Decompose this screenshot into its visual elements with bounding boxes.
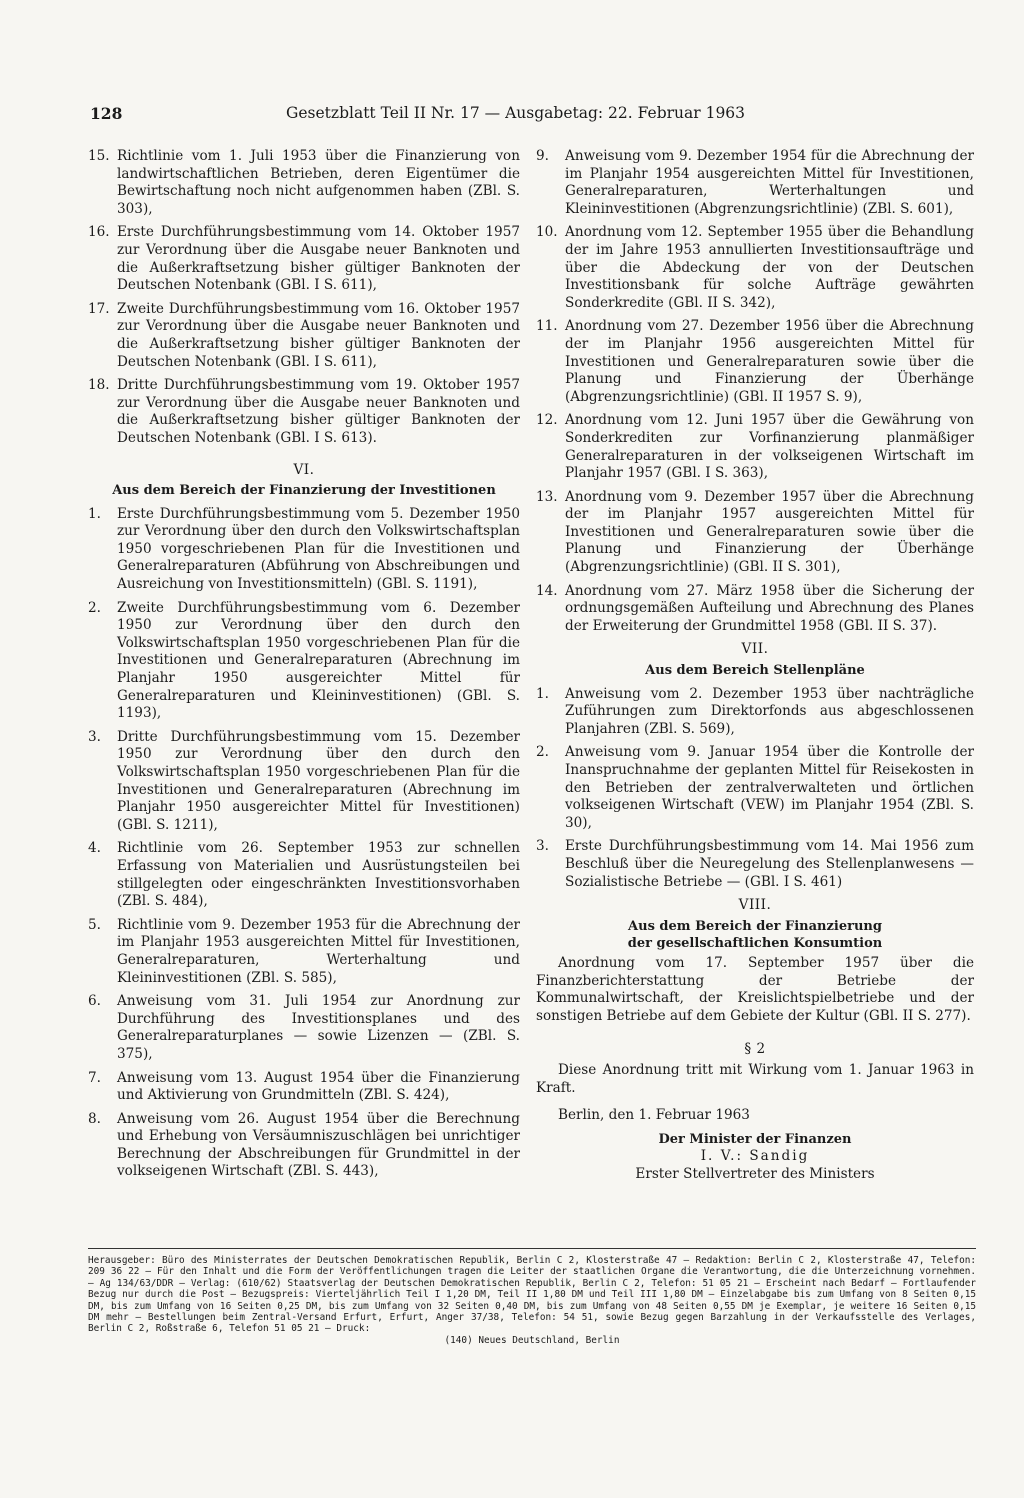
list-item: [88, 224, 520, 294]
list-item-number: 3.: [536, 838, 549, 855]
section-vi-title: Aus dem Bereich der Finanzierung der Investitionen: [112, 483, 496, 499]
list-item-text: Anweisung vom 31. Juli 1954 zur Anordnung zur Durchführung des Investitionsplanes und des Generalreparaturplanes — sowie Lizenzen — (ZBl. S. 375),: [117, 993, 520, 1062]
list-item-text: Erste Durchführungsbestimmung vom 14. Mai 1956 zum Beschluß über die Neuregelung des Stellenplanwesens — Sozialistische Betriebe — (GBl. I S. 461): [565, 838, 974, 890]
list-item-text: Dritte Durchführungsbestimmung vom 19. Oktober 1957 zur Verordnung über die Ausgabe neuer Banknoten und die Außerkraftsetzung bisher gültiger Banknoten der Deutschen Notenbank (GBl. I S. 613).: [117, 377, 520, 446]
page-header: [90, 104, 970, 128]
list-item-text: Richtlinie vom 26. September 1953 zur schnellen Erfassung von Materialien und Ausrüstungsteilen bei stillgelegten oder eingeschränkten Investitionsvorhaben (ZBl. S. 484),: [117, 840, 520, 910]
page-number: 128: [90, 104, 123, 123]
section-vii-number: VII.: [741, 641, 769, 658]
left-column: [88, 148, 520, 1187]
list-item-number: 18.: [88, 377, 110, 394]
list-item: [536, 686, 974, 739]
list-item-number: 5.: [88, 916, 101, 933]
signature-office: Der Minister der Finanzen: [658, 1131, 852, 1147]
list-item-text: Anordnung vom 12. Juni 1957 über die Gewährung von Sonderkrediten zur Vorfinanzierung planmäßiger Generalreparaturen in der volkseigenen Wirtschaft im Planjahr 1957 (GBl. I S. 363),: [565, 412, 974, 482]
signature-role: Erster Stellvertreter des Ministers: [635, 1165, 875, 1182]
list-item-number: 10.: [536, 224, 558, 241]
list-item-text: Anordnung vom 27. Dezember 1956 über die Abrechnung der im Planjahr 1956 ausgereichten Mittel für Investitionen und Generalreparaturen sowie über die Planung und Finanzierung der Überhänge (Abgrenzungsrichtlinie) (GBl. II 1957 S. 9),: [565, 318, 974, 405]
list-item-text: Erste Durchführungsbestimmung vom 14. Oktober 1957 zur Verordnung über die Ausgabe neuer Banknoten und die Außerkraftsetzung bisher gültiger Banknoten der Deutschen Notenbank (GBl. I S. 611),: [117, 224, 520, 294]
list-item-text: Anordnung vom 27. März 1958 über die Sicherung der ordnungsgemäßen Aufteilung und Abrechnung des Planes der Erweiterung der Grundmittel 1958 (GBl. II S. 37).: [565, 582, 974, 634]
list-item-text: Richtlinie vom 1. Juli 1953 über die Finanzierung von landwirtschaftlichen Betrieben, deren Eigentümer die Bewirtschaftung noch nicht aufgenommen haben (ZBl. S. 303),: [117, 148, 520, 217]
list-item-number: 13.: [536, 488, 558, 505]
section-vi-list: [88, 506, 520, 1181]
list-item-text: Dritte Durchführungsbestimmung vom 15. Dezember 1950 zur Verordnung über den durch den Volkswirtschaftsplan 1950 vorgeschriebenen Plan für die Investitionen und Generalreparaturen (Abrechnung im Planjahr 1950 ausgereichter Mittel für Investitionen) (GBl. S. 1211),: [117, 728, 520, 833]
list-item-number: 8.: [88, 1110, 101, 1127]
list-item: [88, 917, 520, 987]
section-vii-list: [536, 686, 974, 892]
list-item: [536, 744, 974, 832]
list-item: [88, 377, 520, 447]
list-item: [536, 412, 974, 482]
list-item: [536, 148, 974, 218]
list-item-number: 1.: [88, 505, 101, 522]
list-item-text: Zweite Durchführungsbestimmung vom 16. Oktober 1957 zur Verordnung über die Ausgabe neuer Banknoten und die Außerkraftsetzung bisher gültiger Banknoten der Deutschen Notenbank (GBl. I S. 611),: [117, 300, 520, 370]
list-item: [88, 1070, 520, 1105]
signature-name: I. V.: Sandig: [700, 1148, 810, 1165]
list-item: [88, 301, 520, 371]
list-item-number: 1.: [536, 685, 549, 702]
list-item: [88, 993, 520, 1063]
imprint-footer: [88, 1248, 976, 1346]
list-item-number: 16.: [88, 224, 110, 241]
list-item-text: Anweisung vom 26. August 1954 über die Berechnung und Erhebung von Versäumniszuschlägen bei unrichtiger Berechnung der Abschreibungen für Grundmittel in der volkseigenen Wirtschaft (ZBl. S. 443),: [117, 1110, 520, 1180]
list-item-number: 4.: [88, 840, 101, 857]
list-item-number: 14.: [536, 582, 558, 599]
list-item: [88, 506, 520, 594]
list-item-text: Anweisung vom 13. August 1954 über die Finanzierung und Aktivierung von Grundmitteln (ZBl. S. 424),: [117, 1069, 520, 1104]
list-item: [536, 583, 974, 636]
list-item: [88, 1111, 520, 1181]
list-item-number: 3.: [88, 728, 101, 745]
section-vi-list-continued: [536, 148, 974, 635]
list-item-number: 9.: [536, 148, 549, 164]
section-viii-title-line1: Aus dem Bereich der Finanzierung: [628, 918, 882, 934]
list-item-text: Zweite Durchführungsbestimmung vom 6. Dezember 1950 zur Verordnung über den durch den Volkswirtschaftsplan 1950 vorgeschriebenen Plan für die Investitionen und Generalreparaturen (Abrechnung im Planjahr 1950 ausgereichter Mittel für Generalreparaturen und Kleininvestitionen) (GBl. S. 1193),: [117, 599, 520, 722]
list-item-number: 2.: [88, 599, 101, 616]
list-item: [536, 838, 974, 891]
list-item: [88, 600, 520, 723]
paragraph-symbol: § 2: [744, 1041, 766, 1058]
list-item-number: 6.: [88, 993, 101, 1010]
list-item-text: Anordnung vom 9. Dezember 1957 über die Abrechnung der im Planjahr 1957 ausgereichten Mittel für Investitionen und Generalreparaturen sowie über die Planung und Finanzierung der Überhänge (Abgrenzungsrichtlinie) (GBl. II S. 301),: [565, 488, 974, 576]
list-item-number: 12.: [536, 412, 558, 429]
section-vii-title: Aus dem Bereich Stellenpläne: [645, 663, 865, 679]
section-viii-number: VIII.: [738, 897, 772, 914]
running-header-title: Gesetzblatt Teil II Nr. 17 — Ausgabetag: 22. Februar 1963: [286, 104, 746, 122]
right-column: [536, 148, 974, 1183]
section-viii-text: Anordnung vom 17. September 1957 über die Finanzberichterstattung der Betriebe der Kommunalwirtschaft, der Kreislichtspielbetriebe und der sonstigen Betriebe auf dem Gebiete der Kultur (GBl. II S. 277).: [536, 954, 974, 1024]
list-item: [536, 224, 974, 312]
list-item-number: 7.: [88, 1069, 101, 1086]
list-item-text: Anweisung vom 2. Dezember 1953 über nachträgliche Zuführungen zum Direktorfonds aus abgeschlossenen Planjahren (ZBl. S. 569),: [565, 685, 974, 737]
section-vi-number: VI.: [293, 461, 315, 478]
section-viii-title: [536, 918, 974, 953]
list-item: [536, 318, 974, 406]
list-item-text: Anweisung vom 9. Januar 1954 über die Kontrolle der Inanspruchnahme der geplanten Mittel für Reisekosten in den Betrieben der zentralverwalteten und örtlichen volkseigenen Wirtschaft (VEW) im Planjahr 1954 (ZBl. S. 30),: [565, 744, 974, 831]
list-item-number: 2.: [536, 744, 549, 761]
list-item-number: 11.: [536, 318, 558, 335]
list-item: [88, 729, 520, 835]
list-item-text: Anordnung vom 12. September 1955 über die Behandlung der im Jahre 1953 annullierten Investitionsaufträge und über die Abdeckung der von der Deutschen Investitionsbank für solche Aufträge gewährten Sonderkredite (GBl. II S. 342),: [565, 224, 974, 311]
list-item-text: Richtlinie vom 9. Dezember 1953 für die Abrechnung der im Planjahr 1953 ausgereichten Mittel für Investitionen, Generalreparaturen, Werterhaltung und Kleininvestitionen (ZBl. S. 585),: [117, 916, 520, 986]
list-item: [536, 489, 974, 577]
list-item-number: 15.: [88, 148, 110, 164]
section-viii-title-line2: der gesellschaftlichen Konsumtion: [627, 936, 883, 952]
list-item: [88, 840, 520, 910]
paragraph-2-text: Diese Anordnung tritt mit Wirkung vom 1. Januar 1963 in Kraft.: [536, 1061, 974, 1096]
list-item-text: Anweisung vom 9. Dezember 1954 für die Abrechnung der im Planjahr 1954 ausgereichten Mittel für Investitionen, Generalreparaturen, Werterhaltungen und Kleininvestitionen (Abgrenzungsrichtlinie) (ZBl. S. 601),: [565, 148, 974, 217]
list-item: [88, 148, 520, 218]
signature-place-date: Berlin, den 1. Februar 1963: [558, 1107, 750, 1124]
list-item-text: Erste Durchführungsbestimmung vom 5. Dezember 1950 zur Verordnung über den durch den Volkswirtschaftsplan 1950 vorgeschriebenen Plan für die Investitionen und Generalreparaturen (Abführung von Abschreibungen und Ausreichung von Investitionsmitteln) (GBl. S. 1191),: [117, 505, 520, 593]
list-item-number: 17.: [88, 300, 110, 317]
imprint-text: Herausgeber: Büro des Ministerrates der Deutschen Demokratischen Republik, Berlin C 2, Klosterstraße 47 — Redaktion: Berlin C 2, Klosterstraße 47, Telefon: 209 36 22 — Für den Inhalt und die Form der Veröffentlichungen tragen die Leiter der staatlichen Organe die Verantwortung, die die Unterzeichnung vornehmen. — Ag 134/63/DDR — Verlag: (610/62) Staatsverlag der Deutschen Demokratischen Republik, Berlin C 2, Telefon: 51 05 21 — Erscheint nach Bedarf — Fortlaufender Bezug nur durch die Post — Bezugspreis: Vierteljährlich Teil I 1,20 DM, Teil II 1,80 DM und Teil III 1,80 DM — Einzelabgabe bis zum Umfang von 8 Seiten 0,15 DM, bis zum Umfang von 16 Seiten 0,25 DM, bis zum Umfang von 32 Seiten 0,40 DM, bis zum Umfang von 48 Seiten 0,55 DM je Exemplar, je weitere 16 Seiten 0,15 DM mehr — Bestellungen beim Zentral-Versand Erfurt, Erfurt, Anger 37/38, Telefon: 54 51, sowie Bezug gegen Barzahlung in der Verkaufsstelle des Verlages, Berlin C 2, Roßstraße 6, Telefon 51 05 21 — Druck:: [88, 1255, 976, 1335]
list-continued-items: [88, 148, 520, 448]
imprint-tail: (140) Neues Deutschland, Berlin: [444, 1334, 620, 1346]
